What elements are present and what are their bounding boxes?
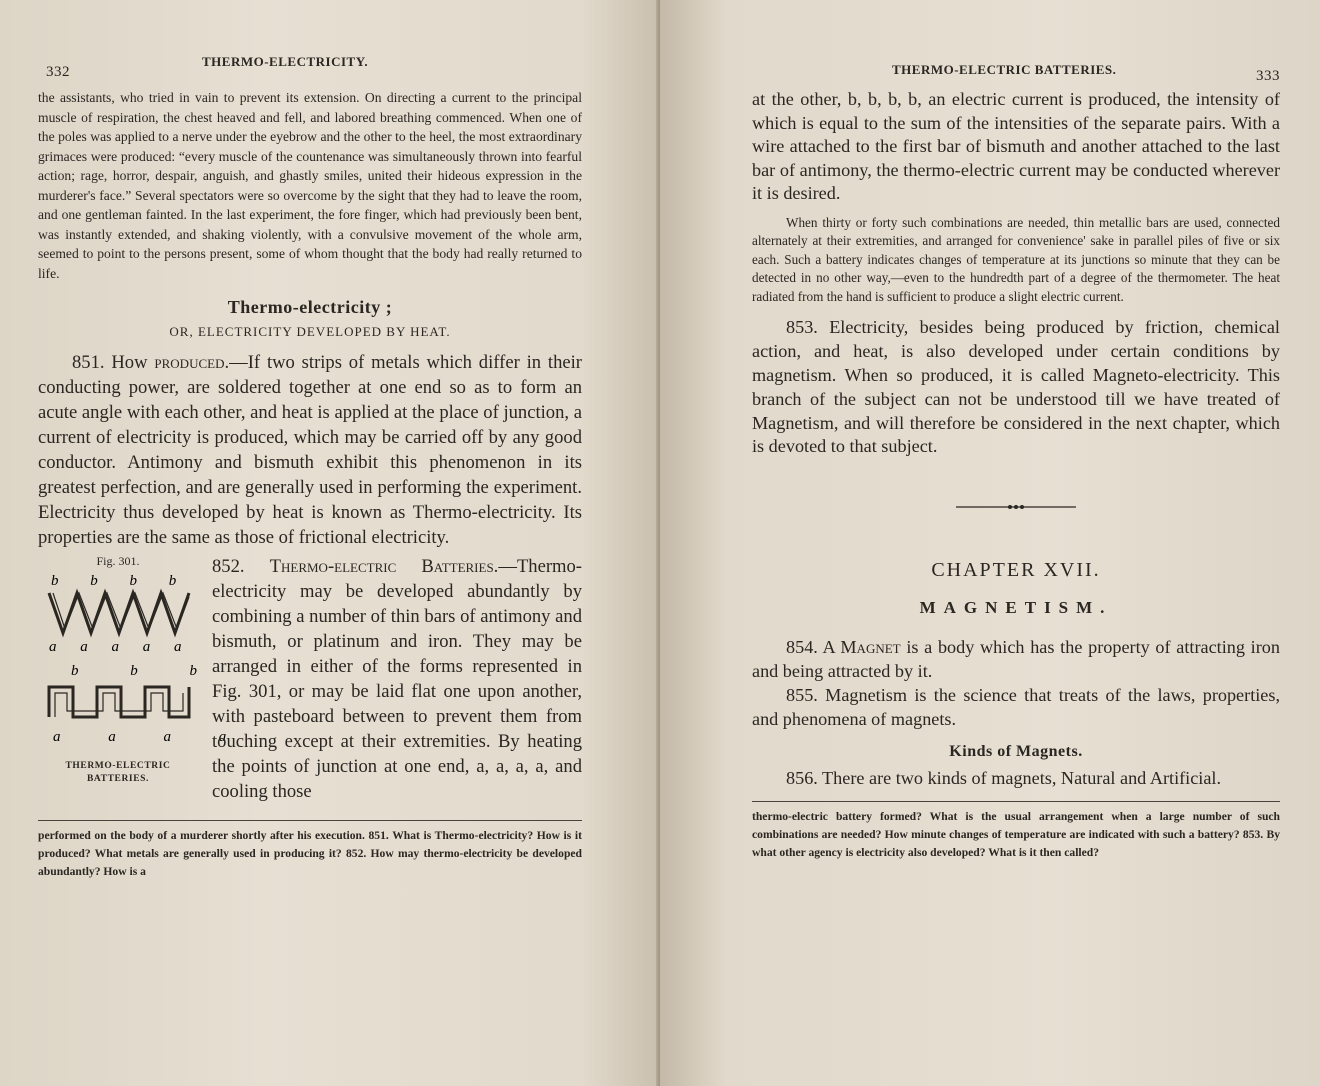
figure-top-labels-1: b b b b xyxy=(51,573,191,589)
right-page-number: 333 xyxy=(1256,68,1280,84)
kinds-heading: Kinds of Magnets. xyxy=(949,743,1083,761)
section-heading: Thermo-electricity ; xyxy=(227,297,393,317)
para-851-caps: produced xyxy=(154,352,225,373)
figure-row xyxy=(38,554,582,804)
paragraph-851 xyxy=(38,350,582,550)
figure-bottom-labels-1: a a a a a xyxy=(49,639,192,655)
right-page xyxy=(660,0,1320,1086)
chapter-number: CHAPTER XVII. xyxy=(931,559,1101,582)
paragraph-852-wrap xyxy=(198,554,582,804)
section-subheading: OR, ELECTRICITY DEVELOPED BY HEAT. xyxy=(169,324,451,339)
para-851-body: .—If two strips of metals which differ in their conducting power, are soldered together at one end so as to form an acute angle with each other, and heat is applied at the place of junction, a current of electricity is produced, which may be carried off by any good conductor. Antimony and bismuth exhibit this phenomenon in its greatest perfection, and are generally used in performing the experiment. Electricity thus developed by heat is known as Thermo-electricity. Its properties are the same as those of frictional electricity. xyxy=(38,352,582,548)
left-page-number: 332 xyxy=(46,64,70,80)
paragraph-856: 856. There are two kinds of magnets, Natural and Artificial. xyxy=(786,768,1222,789)
para-854-caps: Magnet xyxy=(840,637,901,658)
right-running-title: THERMO-ELECTRIC BATTERIES. xyxy=(892,62,1117,77)
paragraph-852 xyxy=(212,554,582,804)
thermo-battery-diagram xyxy=(43,571,249,753)
continuation-paragraph: at the other, b, b, b, b, an electric current is produced, the intensity of which is equal to the sum of the intensities of the separate pairs. With a wire attached to the first bar of bismuth and another attached to the last bar of antimony, the thermo-electric current may be conducted wherever it is desired. xyxy=(752,89,1280,203)
zigzag-battery xyxy=(49,593,189,633)
left-footnote: performed on the body of a murderer shortly after his execution. 851. What is Thermo-electricity? How is it produced? What metals are generally used in producing it? 852. How may thermo-electricity be developed abundantly? How is a xyxy=(38,820,582,881)
figure-top-labels-2: b b b xyxy=(71,663,221,679)
chapter-title: MAGNETISM. xyxy=(919,598,1113,618)
paragraph-855: 855. Magnetism is the science that treats of the laws, properties, and phenomena of magnets. xyxy=(752,684,1280,729)
left-running-title: THERMO-ELECTRICITY. xyxy=(202,54,369,69)
figure-bottom-labels-2: a a a a xyxy=(53,729,249,745)
paragraph-854 xyxy=(752,636,1280,684)
figure-label: Fig. 301. xyxy=(96,554,140,568)
right-running-head xyxy=(752,52,1280,82)
square-battery xyxy=(49,687,189,717)
right-footnote: thermo-electric battery formed? What is the usual arrangement when a large number of such combinations are needed? How minute changes of temperature are indicated with such a battery? 853. By what other agency is electricity also developed? What is it then called? xyxy=(752,801,1280,862)
para-854-body: is a body which has the property of attracting iron and being attracted by it. xyxy=(752,637,1280,682)
ornament-divider xyxy=(752,499,1280,517)
para-851-lead: 851. How xyxy=(72,352,155,373)
figure-caption: THERMO-ELECTRIC BATTERIES. xyxy=(65,761,171,784)
small-note: When thirty or forty such combinations are needed, thin metallic bars are used, connected alternately at their extremities, and arranged for convenience' sake in parallel piles of five or six each. Such a battery indicates changes of temperature at its junctions so minute that they can be detected in no other way,—even to the hundredth part of a degree of the thermometer. The heat radiated from the hand is sufficient to produce a slight electric current. xyxy=(752,214,1280,304)
para-852-caps: Thermo-electric Batteries. xyxy=(269,556,499,577)
para-854-lead: 854. A xyxy=(786,637,841,658)
para-852-lead: 852. xyxy=(212,556,270,577)
para-852-body: —Thermo-electricity may be developed abundantly by combining a number of thin bars of antimony and bismuth, or platinum and iron. They may be arranged in either of the forms represented in Fig. 301, or may be laid flat one upon another, with pasteboard between to prevent them from touching except at their extremities. By heating the points of junction at one end, a, a, a, a, and cooling those xyxy=(212,556,582,802)
left-running-head xyxy=(38,52,582,82)
opening-paragraph: the assistants, who tried in vain to prevent its extension. On directing a current to the principal muscle of respiration, the chest heaved and fell, and labored breathing commenced. When one of the poles was applied to a nerve under the eyebrow and the other to the heel, the most extraordinary grimaces were produced: “every muscle of the countenance was simultaneously thrown into fearful action; rage, horror, despair, anguish, and ghastly smiles, united their hideous expression in the murderer's face.” Several spectators were so overcome by the sight that they had to leave the room, and one gentleman fainted. In the last experiment, the fore finger, which had previously been bent, was instantly extended, and shaking violently, with a convulsive movement of the whole arm, seemed to point to the persons present, some of whom thought that the body had really returned to life. xyxy=(38,90,582,281)
paragraph-853: 853. Electricity, besides being produced by friction, chemical action, and heat, is also developed under certain conditions by magnetism. When so produced, it is called Magneto-electricity. This branch of the subject can not be understood till we have treated of Magnetism, and will therefore be considered in the next chapter, which is devoted to that subject. xyxy=(752,317,1280,457)
